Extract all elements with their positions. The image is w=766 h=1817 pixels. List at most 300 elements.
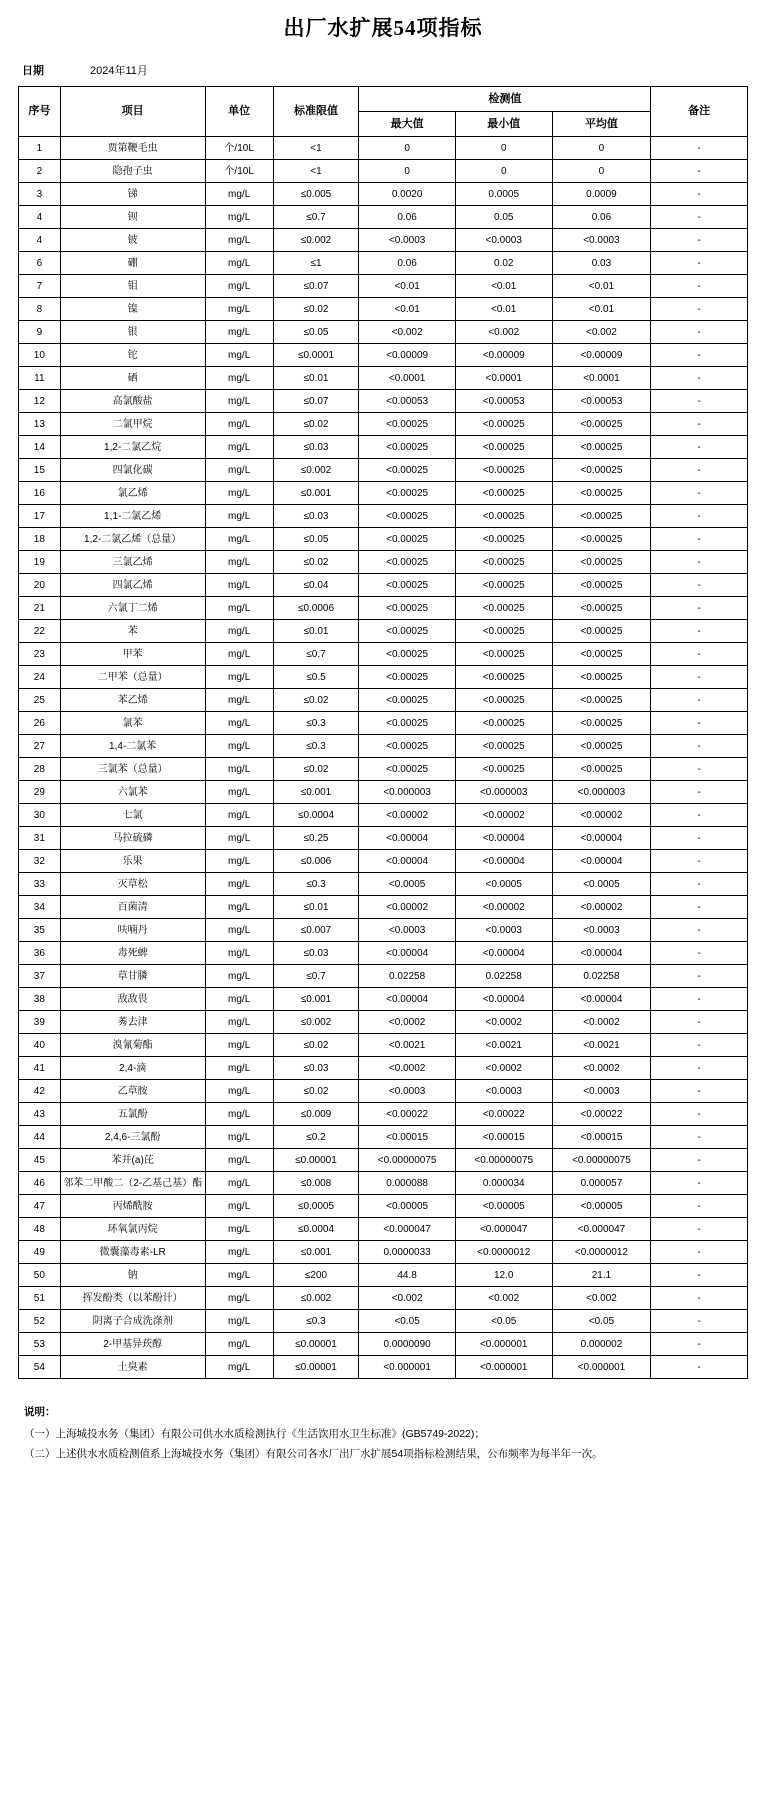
cell-max: <0.0001 [359, 367, 456, 390]
cell-min: <0.00015 [455, 1126, 552, 1149]
cell-remark: - [651, 1264, 748, 1287]
cell-unit: mg/L [205, 942, 273, 965]
cell-unit: mg/L [205, 1218, 273, 1241]
cell-unit: mg/L [205, 183, 273, 206]
cell-unit: mg/L [205, 873, 273, 896]
cell-max: <0.00025 [359, 459, 456, 482]
cell-min: <0.00009 [455, 344, 552, 367]
cell-no: 25 [19, 689, 61, 712]
cell-max: <0.00025 [359, 574, 456, 597]
cell-avg: <0.002 [552, 321, 651, 344]
cell-min: <0.000003 [455, 781, 552, 804]
table-row [19, 390, 748, 413]
cell-item: 苯 [60, 620, 205, 643]
table-row [19, 758, 748, 781]
cell-item: 贾第鞭毛虫 [60, 137, 205, 160]
cell-avg: <0.0000012 [552, 1241, 651, 1264]
cell-max: <0.0021 [359, 1034, 456, 1057]
cell-no: 17 [19, 505, 61, 528]
cell-min: <0.0001 [455, 367, 552, 390]
cell-min: <0.00000075 [455, 1149, 552, 1172]
cell-max: <0.00025 [359, 712, 456, 735]
cell-item: 钡 [60, 206, 205, 229]
cell-unit: mg/L [205, 919, 273, 942]
cell-item: 1,2-二氯乙烯（总量） [60, 528, 205, 551]
cell-item: 毒死蜱 [60, 942, 205, 965]
cell-no: 54 [19, 1356, 61, 1379]
cell-no: 29 [19, 781, 61, 804]
cell-min: <0.0002 [455, 1057, 552, 1080]
cell-item: 苯乙烯 [60, 689, 205, 712]
cell-limit: ≤0.02 [273, 1080, 359, 1103]
cell-max: <0.00009 [359, 344, 456, 367]
table-row [19, 1287, 748, 1310]
cell-remark: - [651, 1241, 748, 1264]
cell-avg: <0.00025 [552, 459, 651, 482]
cell-min: 12.0 [455, 1264, 552, 1287]
cell-avg: <0.00025 [552, 620, 651, 643]
cell-unit: mg/L [205, 1310, 273, 1333]
table-row [19, 804, 748, 827]
cell-min: <0.00025 [455, 528, 552, 551]
cell-max: 0 [359, 137, 456, 160]
cell-limit: ≤0.008 [273, 1172, 359, 1195]
cell-unit: mg/L [205, 1126, 273, 1149]
table-row [19, 597, 748, 620]
cell-no: 53 [19, 1333, 61, 1356]
cell-remark: - [651, 252, 748, 275]
table-row [19, 1034, 748, 1057]
cell-remark: - [651, 896, 748, 919]
cell-remark: - [651, 712, 748, 735]
page-title: 出厂水扩展54项指标 [283, 16, 483, 40]
table-head [19, 87, 748, 137]
cell-item: 挥发酚类（以苯酚计） [60, 1287, 205, 1310]
cell-limit: ≤0.0004 [273, 1218, 359, 1241]
table-row [19, 137, 748, 160]
cell-limit: ≤0.3 [273, 1310, 359, 1333]
cell-no: 4 [19, 229, 61, 252]
cell-min: <0.05 [455, 1310, 552, 1333]
cell-avg: <0.00025 [552, 735, 651, 758]
cell-no: 51 [19, 1287, 61, 1310]
cell-min: <0.00002 [455, 896, 552, 919]
cell-item: 铍 [60, 229, 205, 252]
cell-avg: <0.01 [552, 298, 651, 321]
cell-avg: <0.0003 [552, 919, 651, 942]
cell-item: 丙烯酰胺 [60, 1195, 205, 1218]
cell-no: 11 [19, 367, 61, 390]
table-row [19, 1057, 748, 1080]
cell-no: 24 [19, 666, 61, 689]
cell-remark: - [651, 206, 748, 229]
table-row [19, 1080, 748, 1103]
cell-remark: - [651, 390, 748, 413]
table-row [19, 781, 748, 804]
cell-item: 四氯乙烯 [60, 574, 205, 597]
cell-unit: mg/L [205, 229, 273, 252]
cell-limit: ≤0.007 [273, 919, 359, 942]
cell-avg: <0.00004 [552, 942, 651, 965]
cell-limit: ≤0.02 [273, 413, 359, 436]
cell-max: <0.00025 [359, 482, 456, 505]
table-row [19, 344, 748, 367]
table-row [19, 712, 748, 735]
cell-remark: - [651, 1149, 748, 1172]
cell-limit: ≤0.001 [273, 1241, 359, 1264]
cell-avg: <0.00002 [552, 804, 651, 827]
cell-item: 四氯化碳 [60, 459, 205, 482]
table-row [19, 965, 748, 988]
cell-limit: ≤0.02 [273, 758, 359, 781]
cell-min: <0.002 [455, 321, 552, 344]
cell-avg: <0.0003 [552, 229, 651, 252]
cell-max: <0.00025 [359, 620, 456, 643]
cell-min: <0.00004 [455, 988, 552, 1011]
cell-max: <0.00004 [359, 988, 456, 1011]
cell-remark: - [651, 735, 748, 758]
cell-limit: ≤0.7 [273, 206, 359, 229]
cell-no: 30 [19, 804, 61, 827]
cell-avg: <0.00002 [552, 896, 651, 919]
cell-no: 32 [19, 850, 61, 873]
cell-remark: - [651, 758, 748, 781]
table-row [19, 919, 748, 942]
cell-unit: mg/L [205, 298, 273, 321]
cell-limit: ≤0.03 [273, 1057, 359, 1080]
cell-unit: mg/L [205, 1356, 273, 1379]
cell-max: <0.002 [359, 321, 456, 344]
cell-unit: mg/L [205, 528, 273, 551]
cell-limit: ≤0.002 [273, 459, 359, 482]
table-row [19, 689, 748, 712]
cell-max: <0.000001 [359, 1356, 456, 1379]
note-line: （二）上述供水水质检测值系上海城投水务（集团）有限公司各水厂出厂水扩展54项指标检测结果，公布频率为每半年一次。 [24, 1447, 603, 1460]
cell-remark: - [651, 1011, 748, 1034]
cell-no: 33 [19, 873, 61, 896]
cell-avg: <0.0002 [552, 1011, 651, 1034]
table-row [19, 1333, 748, 1356]
cell-limit: ≤0.00001 [273, 1356, 359, 1379]
cell-unit: mg/L [205, 666, 273, 689]
cell-avg: <0.0003 [552, 1080, 651, 1103]
cell-remark: - [651, 482, 748, 505]
cell-no: 35 [19, 919, 61, 942]
cell-min: <0.00025 [455, 482, 552, 505]
cell-item: 乙草胺 [60, 1080, 205, 1103]
cell-no: 15 [19, 459, 61, 482]
cell-avg: <0.000001 [552, 1356, 651, 1379]
notes-section [18, 1403, 748, 1485]
table-row [19, 1356, 748, 1379]
cell-min: <0.0021 [455, 1034, 552, 1057]
cell-avg: <0.00025 [552, 574, 651, 597]
note-line: （一）上海城投水务（集团）有限公司供水水质检测执行《生活饮用水卫生标准》(GB5749-2022)； [24, 1427, 485, 1440]
cell-avg: <0.00025 [552, 482, 651, 505]
cell-unit: mg/L [205, 574, 273, 597]
cell-max: <0.000003 [359, 781, 456, 804]
cell-limit: ≤0.0001 [273, 344, 359, 367]
cell-limit: ≤0.05 [273, 321, 359, 344]
cell-limit: ≤200 [273, 1264, 359, 1287]
cell-item: 2-甲基异莰醇 [60, 1333, 205, 1356]
cell-no: 4 [19, 206, 61, 229]
cell-max: <0.0003 [359, 229, 456, 252]
cell-max: <0.01 [359, 298, 456, 321]
cell-item: 2,4,6-三氯酚 [60, 1126, 205, 1149]
cell-remark: - [651, 942, 748, 965]
cell-no: 18 [19, 528, 61, 551]
table-row [19, 1149, 748, 1172]
cell-avg: 0.03 [552, 252, 651, 275]
cell-remark: - [651, 1172, 748, 1195]
cell-min: <0.0000012 [455, 1241, 552, 1264]
table-row [19, 298, 748, 321]
th-item: 项目 [60, 87, 205, 137]
cell-avg: <0.0002 [552, 1057, 651, 1080]
cell-avg: 0.06 [552, 206, 651, 229]
cell-max: <0.00025 [359, 666, 456, 689]
cell-unit: mg/L [205, 1149, 273, 1172]
table-row [19, 367, 748, 390]
cell-unit: mg/L [205, 735, 273, 758]
cell-unit: mg/L [205, 505, 273, 528]
cell-avg: <0.00025 [552, 528, 651, 551]
cell-item: 甲苯 [60, 643, 205, 666]
table-row [19, 1310, 748, 1333]
cell-item: 苯并(a)芘 [60, 1149, 205, 1172]
cell-no: 39 [19, 1011, 61, 1034]
cell-min: <0.00025 [455, 735, 552, 758]
cell-limit: ≤0.2 [273, 1126, 359, 1149]
cell-max: <0.00005 [359, 1195, 456, 1218]
cell-unit: mg/L [205, 551, 273, 574]
cell-limit: ≤0.25 [273, 827, 359, 850]
cell-item: 百菌清 [60, 896, 205, 919]
cell-no: 19 [19, 551, 61, 574]
table-row [19, 988, 748, 1011]
cell-min: <0.0003 [455, 1080, 552, 1103]
cell-limit: ≤0.3 [273, 873, 359, 896]
cell-no: 42 [19, 1080, 61, 1103]
cell-avg: <0.00005 [552, 1195, 651, 1218]
cell-avg: <0.0021 [552, 1034, 651, 1057]
cell-remark: - [651, 321, 748, 344]
cell-max: 0.06 [359, 252, 456, 275]
cell-avg: <0.00004 [552, 988, 651, 1011]
cell-no: 16 [19, 482, 61, 505]
cell-remark: - [651, 1310, 748, 1333]
cell-no: 31 [19, 827, 61, 850]
cell-limit: ≤0.0004 [273, 804, 359, 827]
cell-min: 0.05 [455, 206, 552, 229]
cell-remark: - [651, 1057, 748, 1080]
table-row [19, 551, 748, 574]
cell-avg: <0.00000075 [552, 1149, 651, 1172]
cell-min: <0.01 [455, 275, 552, 298]
cell-no: 23 [19, 643, 61, 666]
cell-item: 氯苯 [60, 712, 205, 735]
cell-limit: ≤0.03 [273, 942, 359, 965]
date-row [18, 58, 748, 86]
cell-no: 28 [19, 758, 61, 781]
cell-no: 27 [19, 735, 61, 758]
table-row [19, 206, 748, 229]
cell-limit: ≤0.02 [273, 1034, 359, 1057]
cell-remark: - [651, 1356, 748, 1379]
cell-avg: 0 [552, 160, 651, 183]
date-label: 日期 [22, 65, 44, 77]
cell-limit: ≤0.3 [273, 712, 359, 735]
cell-limit: ≤0.04 [273, 574, 359, 597]
cell-item: 1,2-二氯乙烷 [60, 436, 205, 459]
th-remark: 备注 [651, 87, 748, 137]
cell-max: <0.00002 [359, 896, 456, 919]
cell-unit: mg/L [205, 850, 273, 873]
cell-no: 9 [19, 321, 61, 344]
table-row [19, 160, 748, 183]
cell-avg: <0.05 [552, 1310, 651, 1333]
cell-remark: - [651, 827, 748, 850]
table-row [19, 459, 748, 482]
cell-avg: 0.000057 [552, 1172, 651, 1195]
table-row [19, 321, 748, 344]
header-row-1 [19, 87, 748, 112]
th-avg: 平均值 [552, 112, 651, 137]
cell-limit: ≤0.05 [273, 528, 359, 551]
cell-min: <0.00025 [455, 620, 552, 643]
cell-unit: mg/L [205, 896, 273, 919]
cell-item: 敌敌畏 [60, 988, 205, 1011]
cell-min: 0.0005 [455, 183, 552, 206]
cell-remark: - [651, 1080, 748, 1103]
cell-avg: <0.01 [552, 275, 651, 298]
cell-item: 钠 [60, 1264, 205, 1287]
cell-unit: 个/10L [205, 160, 273, 183]
cell-min: <0.00025 [455, 712, 552, 735]
cell-avg: <0.002 [552, 1287, 651, 1310]
th-unit: 单位 [205, 87, 273, 137]
cell-max: <0.0003 [359, 919, 456, 942]
cell-no: 7 [19, 275, 61, 298]
cell-limit: <1 [273, 137, 359, 160]
cell-unit: mg/L [205, 321, 273, 344]
cell-remark: - [651, 643, 748, 666]
cell-remark: - [651, 1287, 748, 1310]
cell-max: <0.0002 [359, 1057, 456, 1080]
cell-no: 49 [19, 1241, 61, 1264]
cell-max: <0.0003 [359, 1080, 456, 1103]
cell-no: 10 [19, 344, 61, 367]
cell-unit: mg/L [205, 367, 273, 390]
cell-max: 0 [359, 160, 456, 183]
table-row [19, 413, 748, 436]
table-row [19, 1103, 748, 1126]
date-value: 2024年11月 [90, 65, 148, 77]
cell-min: <0.00004 [455, 850, 552, 873]
cell-max: <0.00022 [359, 1103, 456, 1126]
cell-limit: ≤1 [273, 252, 359, 275]
cell-limit: ≤0.002 [273, 229, 359, 252]
table-row [19, 1264, 748, 1287]
cell-min: <0.00004 [455, 827, 552, 850]
cell-item: 氯乙烯 [60, 482, 205, 505]
cell-min: <0.0003 [455, 229, 552, 252]
cell-avg: <0.00004 [552, 850, 651, 873]
cell-max: <0.00025 [359, 758, 456, 781]
cell-unit: mg/L [205, 459, 273, 482]
cell-no: 43 [19, 1103, 61, 1126]
cell-remark: - [651, 551, 748, 574]
cell-no: 13 [19, 413, 61, 436]
cell-item: 2,4-滴 [60, 1057, 205, 1080]
cell-item: 隐孢子虫 [60, 160, 205, 183]
cell-remark: - [651, 298, 748, 321]
cell-max: <0.00053 [359, 390, 456, 413]
cell-max: <0.00025 [359, 689, 456, 712]
th-limit: 标准限值 [273, 87, 359, 137]
cell-unit: mg/L [205, 1195, 273, 1218]
cell-min: <0.002 [455, 1287, 552, 1310]
cell-max: <0.0005 [359, 873, 456, 896]
cell-unit: mg/L [205, 344, 273, 367]
cell-min: <0.00022 [455, 1103, 552, 1126]
cell-remark: - [651, 873, 748, 896]
cell-unit: mg/L [205, 1287, 273, 1310]
cell-remark: - [651, 804, 748, 827]
cell-avg: 0 [552, 137, 651, 160]
cell-min: <0.00025 [455, 459, 552, 482]
cell-item: 溴氰菊酯 [60, 1034, 205, 1057]
cell-item: 灭草松 [60, 873, 205, 896]
cell-item: 草甘膦 [60, 965, 205, 988]
cell-max: <0.00025 [359, 597, 456, 620]
cell-min: 0 [455, 160, 552, 183]
cell-limit: ≤0.7 [273, 965, 359, 988]
cell-unit: mg/L [205, 988, 273, 1011]
cell-no: 41 [19, 1057, 61, 1080]
cell-unit: mg/L [205, 758, 273, 781]
cell-remark: - [651, 344, 748, 367]
cell-unit: mg/L [205, 689, 273, 712]
cell-max: 0.06 [359, 206, 456, 229]
cell-no: 40 [19, 1034, 61, 1057]
cell-limit: ≤0.01 [273, 367, 359, 390]
cell-item: 二甲苯（总量） [60, 666, 205, 689]
cell-no: 12 [19, 390, 61, 413]
cell-unit: mg/L [205, 643, 273, 666]
cell-avg: <0.00025 [552, 436, 651, 459]
cell-limit: ≤0.0006 [273, 597, 359, 620]
cell-unit: mg/L [205, 252, 273, 275]
cell-item: 马拉硫磷 [60, 827, 205, 850]
cell-unit: mg/L [205, 1034, 273, 1057]
cell-unit: mg/L [205, 1011, 273, 1034]
cell-no: 3 [19, 183, 61, 206]
cell-limit: ≤0.006 [273, 850, 359, 873]
table-row [19, 827, 748, 850]
cell-no: 22 [19, 620, 61, 643]
th-detect-group: 检测值 [359, 87, 651, 112]
table-row [19, 275, 748, 298]
notes-title: 说明： [24, 1406, 56, 1418]
cell-limit: ≤0.00001 [273, 1333, 359, 1356]
cell-limit: ≤0.009 [273, 1103, 359, 1126]
table-row [19, 482, 748, 505]
cell-max: <0.000047 [359, 1218, 456, 1241]
cell-min: <0.00025 [455, 436, 552, 459]
table-row [19, 229, 748, 252]
